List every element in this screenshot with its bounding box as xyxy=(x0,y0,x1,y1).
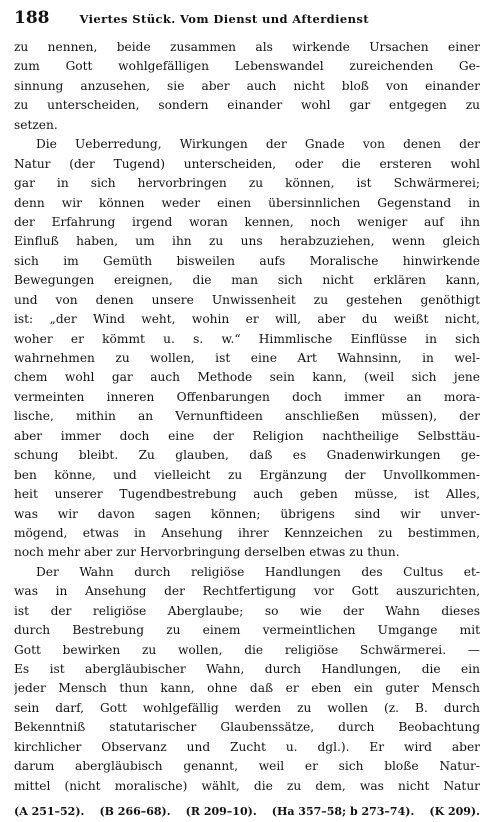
text-line: noch mehr aber zur Hervorbringung derselben etwas zu thun. xyxy=(14,545,400,560)
text-line: und von denen unsere Unwissenheit zu gestehen genöthigt xyxy=(14,292,480,307)
edition-reference: (B 266–68). xyxy=(99,805,171,819)
text-line: schung bleibt. Zu glauben, daß es Gnadenwirkungen ge- xyxy=(14,448,480,463)
concordance-references xyxy=(14,802,480,822)
text-line: sein darf, Gott wohlgefällig werden zu wollen (z. B. durch xyxy=(14,700,480,715)
text-line: Bekenntniß statutarischer Glaubenssätze, durch Beobachtung xyxy=(14,720,480,735)
edition-reference: (Ha 357–58; b 273–74). xyxy=(271,805,415,819)
text-line: kirchlicher Observanz und Zucht u. dgl.). Er wird aber xyxy=(14,739,480,754)
text-line: Es ist abergläubischer Wahn, durch Handlungen, die ein xyxy=(14,662,480,676)
text-line: zu unterscheiden, sondern einander wohl gar entgegen zu xyxy=(14,98,480,113)
text-line: der Erfahrung irgend woran kennen, noch weniger auf ihn xyxy=(14,214,480,229)
page-header xyxy=(14,8,480,32)
edition-reference: (A 251–52). xyxy=(14,805,85,819)
text-line: aber immer doch eine der Religion nachtheilige Selbsttäu- xyxy=(14,428,480,443)
text-line: Der Wahn durch religiöse Handlungen des Cultus et- xyxy=(36,564,480,579)
edition-reference: (K 209). xyxy=(429,805,480,819)
running-title: Viertes Stück. Vom Dienst und Afterdienst xyxy=(79,12,369,26)
text-line: zum Gott wohlgefälligen Lebenswandel zureichenden Ge- xyxy=(14,59,480,74)
text-line: was wir davon sagen können; übrigens sind wir unver- xyxy=(14,506,480,521)
text-line: mittel (nicht moralische) wählt, die zu dem, was nicht Natur xyxy=(14,778,480,793)
text-line: Natur (der Tugend) unterscheiden, oder die ersteren wohl xyxy=(14,156,480,171)
text-line: sinnung anzusehen, sie aber auch nicht bloß von einander xyxy=(14,78,480,93)
text-line: ist der religiöse Aberglaube; so wie der Wahn dieses xyxy=(14,603,480,618)
text-line: chem wohl gar auch Methode sein kann, (weil sich jene xyxy=(14,370,480,385)
text-line: denn wir können weder einen übersinnlichen Gegenstand in xyxy=(14,195,480,210)
text-line: Bewegungen ereignen, die man sich nicht erklären kann, xyxy=(14,273,480,288)
text-line: was in Ansehung der Rechtfertigung vor Gott auszurichten, xyxy=(14,584,480,599)
book-page xyxy=(14,8,480,819)
text-line: ben könne, und vielleicht zu Ergänzung der Unvollkommen- xyxy=(14,467,480,482)
text-line: gar in sich hervorbringen zu können, ist Schwärmerei; xyxy=(14,176,480,191)
text-line: Einfluß haben, um ihn zu uns herabzuziehen, wenn gleich xyxy=(14,234,480,249)
text-line: ist: „der Wind weht, wohin er will, aber du weißt nicht, xyxy=(14,312,480,327)
text-line: durch Bestrebung zu einem vermeintlichen Umgange mit xyxy=(14,623,480,638)
text-line: heit unserer Tugendbestrebung auch geben müsse, ist Alles, xyxy=(14,487,480,502)
body-text xyxy=(14,38,480,796)
text-line: jeder Mensch thun kann, ohne daß er eben ein guter Mensch xyxy=(14,681,480,696)
text-line: vermeinten inneren Offenbarungen doch immer an mora- xyxy=(14,389,480,404)
text-line: woher er kömmt u. s. w.“ Himmlische Einflüsse in sich xyxy=(14,331,480,346)
page-number: 188 xyxy=(14,8,50,28)
text-line: Die Ueberredung, Wirkungen der Gnade von denen der xyxy=(36,137,480,152)
text-line: darum abergläubisch genannt, weil er sich bloße Natur- xyxy=(14,759,480,774)
text-line: setzen. xyxy=(14,117,58,132)
text-line: Gott bewirken zu wollen, die religiöse Schwärmerei. — xyxy=(14,642,480,657)
text-line: wahrnehmen zu wollen, ist eine Art Wahnsinn, in wel- xyxy=(14,351,480,365)
text-line: mögend, etwas in Ansehung ihrer Kennzeichen zu bestimmen, xyxy=(14,525,480,540)
text-line: sich im Gemüth bisweilen aufs Moralische hinwirkende xyxy=(14,253,480,268)
text-line: lische, mithin an Vernunftideen anschließen müssen), der xyxy=(14,409,480,424)
edition-reference: (R 209–10). xyxy=(185,805,257,819)
text-line: zu nennen, beide zusammen als wirkende Ursachen einer xyxy=(14,40,480,54)
